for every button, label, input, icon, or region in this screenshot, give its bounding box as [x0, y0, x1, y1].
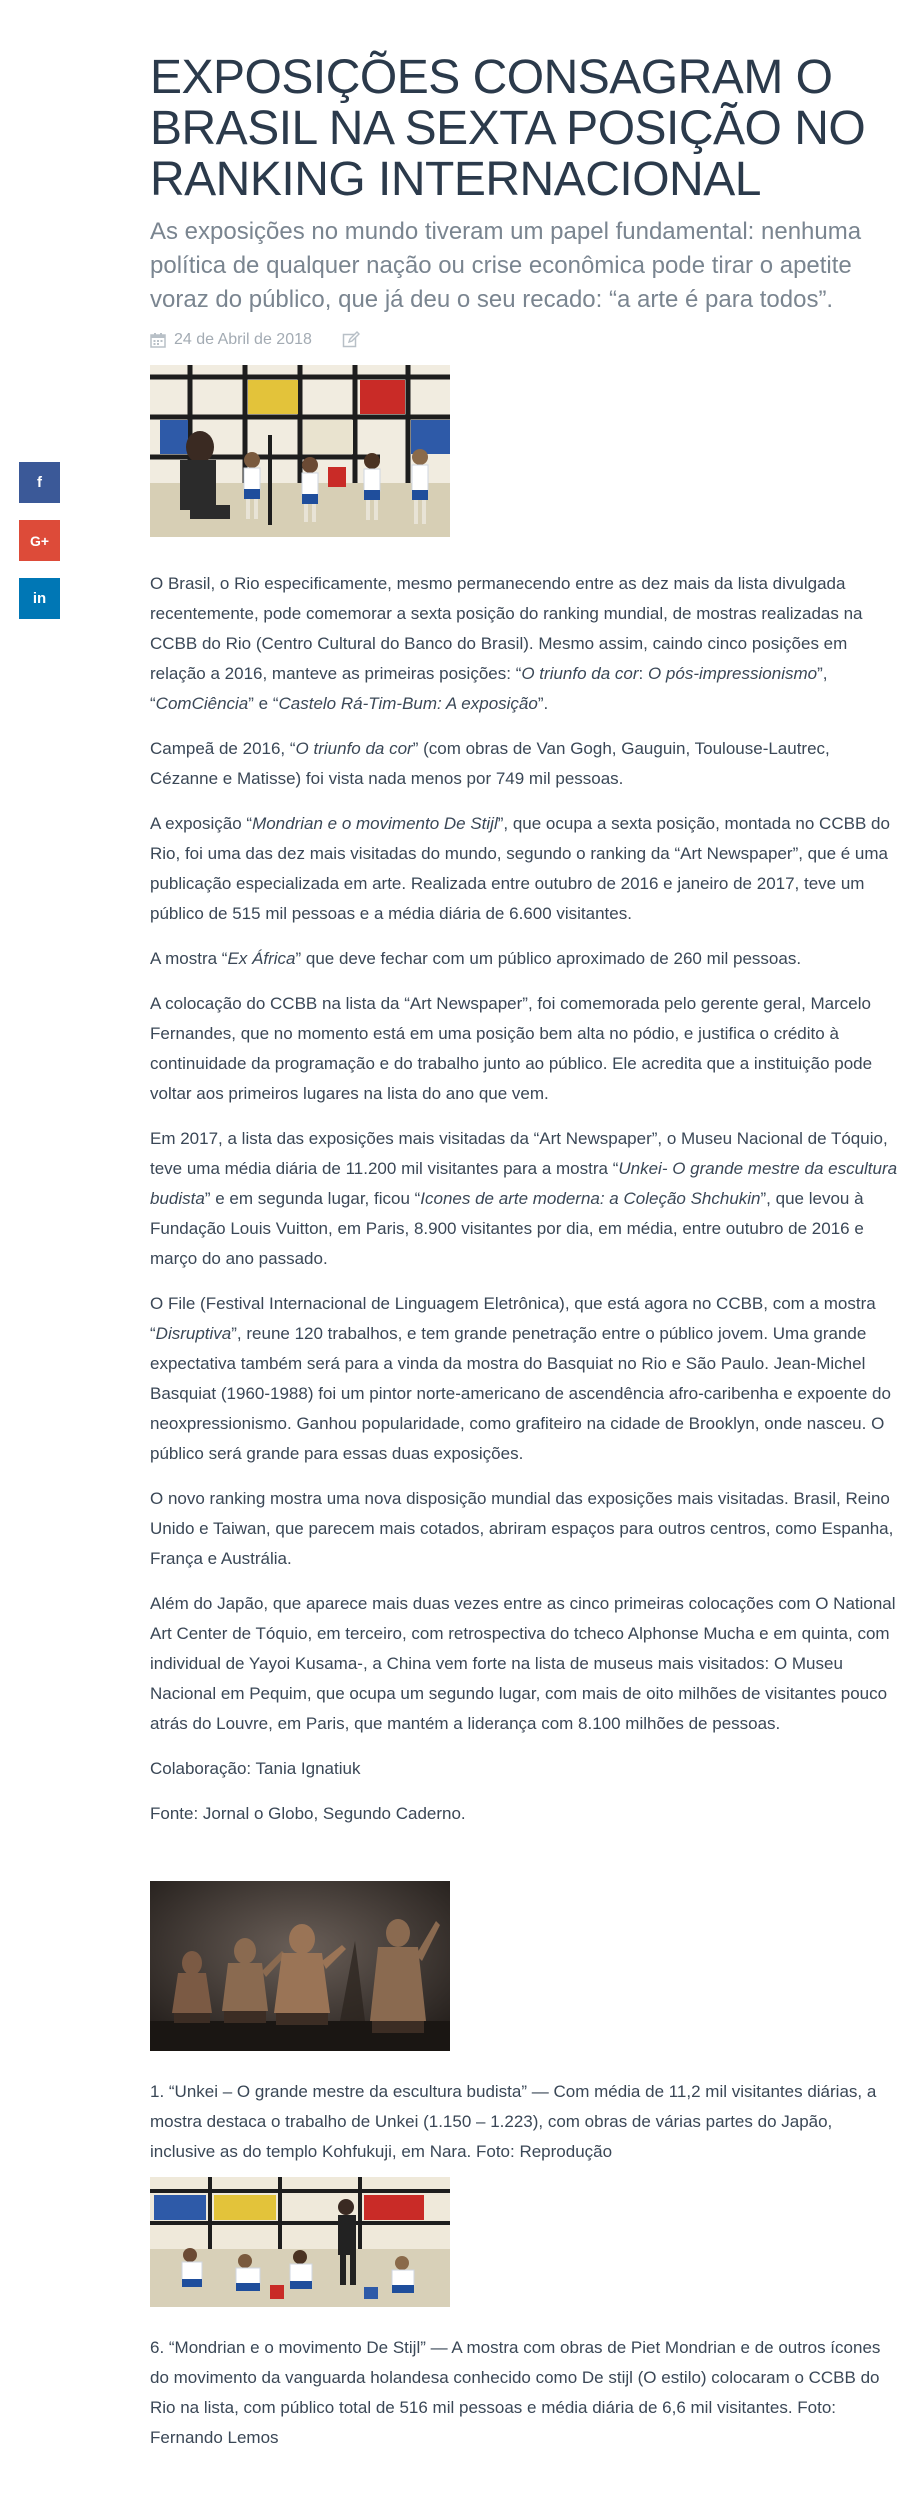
unkei-sculptures-photo: [150, 1881, 450, 2051]
facebook-share-button[interactable]: f: [19, 462, 60, 503]
photo-caption: 1. “Unkei – O grande mestre da escultura budista” — Com média de 11,2 mil visitantes diárias, a mostra destaca o trabalho de Unkei (1.150 – 1.223), com obras de várias partes do Japão, inclusive as do templo Kohfukuji, em Nara. Foto: Reprodução: [150, 2082, 877, 2161]
paragraph: O File (Festival Internacional de Linguagem Eletrônica), que está agora no CCBB, com a mostra “Disruptiva”, reune 120 trabalhos, e tem grande penetração entre o público jovem. Uma grande expectativa também será para a vinda da mostra do Basquiat no Rio e São Paulo. Jean-Michel Basquiat (1960-1988) foi um pintor norte-americano de ascendência afro-caribenha e expoente do neoxpressionismo. Ganhou popularidade, como grafiteiro na cidade de Brooklyn, onde nasceu. O público será grande para essas duas exposições.: [150, 1294, 891, 1463]
linkedin-share-button[interactable]: in: [19, 578, 60, 619]
paragraph: O Brasil, o Rio especificamente, mesmo permanecendo entre as dez mais da lista divulgada recentemente, pode comemorar a sexta posição do ranking mundial, de mostras realizadas na CCBB do Rio (Centro Cultural do Banco do Brasil). Mesmo assim, caindo cinco posições em relação a 2016, manteve as primeiras posições: “O triunfo da cor: O pós-impressionismo”, “ComCiência” e “Castelo Rá-Tim-Bum: A exposição”.: [150, 574, 863, 713]
paragraph: A colocação do CCBB na lista da “Art Newspaper”, foi comemorada pelo gerente geral, Marcelo Fernandes, que no momento está em uma posição bem alta no pódio, e justifica o crédito à continuidade da programação e do trabalho junto ao público. Ele acredita que a instituição pode voltar aos primeiros lugares na lista do ano que vem.: [150, 994, 873, 1103]
article-date: 24 de Abril de 2018: [174, 331, 312, 348]
paragraph: Em 2017, a lista das exposições mais visitadas da “Art Newspaper”, o Museu Nacional de Tóquio, teve uma média diária de 11.200 mil visitantes para a mostra “Unkei- O grande mestre da escultura budista” e em segunda lugar, ficou “Icones de arte moderna: a Coleção Shchukin”, que levou à Fundação Louis Vuitton, em Paris, 8.900 visitantes por dia, em média, entre outubro de 2016 e março do ano passado.: [150, 1129, 898, 1268]
paragraph: O novo ranking mostra uma nova disposição mundial das exposições mais visitadas. Brasil, Reino Unido e Taiwan, que parecem mais cotados, abriram espaços para outros centros, como Espanha, França e Austrália.: [150, 1489, 894, 1568]
edit-icon[interactable]: [342, 331, 360, 349]
mondrian-exhibition-photo: [150, 365, 450, 537]
mondrian-children-photo: [150, 2177, 450, 2307]
photo-gallery: [150, 1881, 902, 2453]
paragraph: A exposição “Mondrian e o movimento De Stijl”, que ocupa a sexta posição, montada no CCBB do Rio, foi uma das dez mais visitadas do mundo, segundo o ranking da “Art Newspaper”, que é uma publicação especializada em arte. Realizada entre outubro de 2016 e janeiro de 2017, teve um público de 515 mil pessoas e a média diária de 6.600 visitantes.: [150, 814, 890, 923]
paragraph: Campeã de 2016, “O triunfo da cor” (com obras de Van Gogh, Gauguin, Toulouse-Lautrec, Cézanne e Matisse) foi vista nada menos por 749 mil pessoas.: [150, 739, 830, 788]
calendar-icon: [150, 332, 166, 348]
article-title: EXPOSIÇÕES CONSAGRAM O BRASIL NA SEXTA POSIÇÃO NO RANKING INTERNACIONAL: [150, 51, 866, 206]
article-meta: [150, 331, 902, 349]
paragraph: Além do Japão, que aparece mais duas vezes entre as cinco primeiras colocações com O National Art Center de Tóquio, em terceiro, com retrospectiva do tcheco Alphonse Mucha e em quinta, com individual de Yayoi Kusama-, a China vem forte na lista de museus mais visitados: O Museu Nacional em Pequim, que ocupa um segundo lugar, com mais de oito milhões de visitantes pouco atrás do Louvre, em Paris, que mantém a liderança com 8.100 milhões de pessoas.: [150, 1594, 896, 1733]
paragraph: A mostra “Ex África” que deve fechar com um público aproximado de 260 mil pessoas.: [150, 949, 802, 968]
article-body: [150, 569, 902, 1829]
googleplus-share-button[interactable]: G+: [19, 520, 60, 561]
collaboration-credit: Colaboração: Tania Ignatiuk: [150, 1759, 361, 1778]
photo-caption: 6. “Mondrian e o movimento De Stijl” — A mostra com obras de Piet Mondrian e de outros ícones do movimento da vanguarda holandesa conhecido como De stijl (O estilo) colocaram o CCBB do Rio na lista, com público total de 516 mil pessoas e média diária de 6,6 mil visitantes. Foto: Fernando Lemos: [150, 2338, 881, 2447]
article-subtitle: As exposições no mundo tiveram um papel fundamental: nenhuma política de qualquer nação ou crise econômica pode tirar o apetite voraz do público, que já deu o seu recado: “a arte é para todos”.: [150, 218, 862, 313]
social-share-bar: [19, 462, 60, 636]
article: [150, 52, 902, 2463]
source-credit: Fonte: Jornal o Globo, Segundo Caderno.: [150, 1804, 466, 1823]
